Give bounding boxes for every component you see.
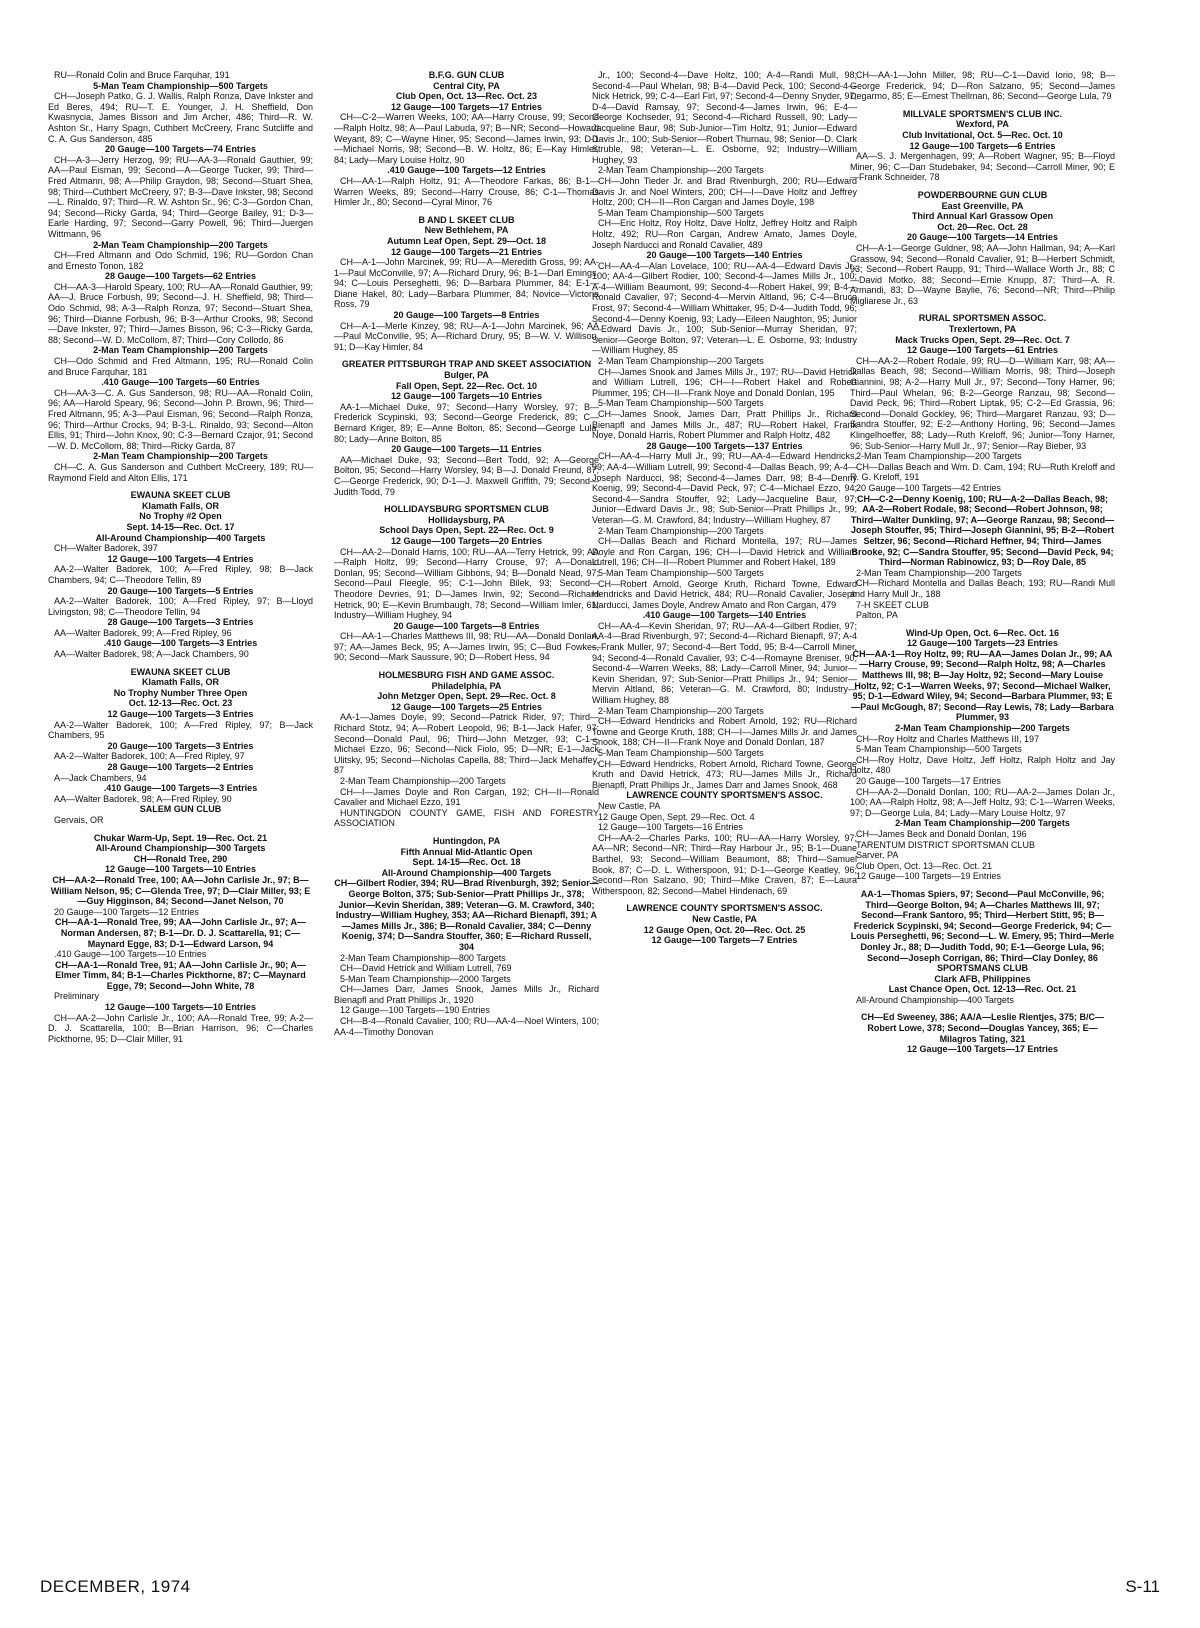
results-paragraph: 5-Man Team Championship—500 Targets (598, 207, 764, 218)
event-subheading: 12 Gauge—100 Targets—10 Entries (105, 864, 256, 875)
results-paragraph: Club Open, Oct. 13—Rec. Oct. 21 (856, 860, 993, 871)
results-paragraph: New Castle, PA (598, 800, 661, 811)
club-heading: Huntingdon, PA (432, 835, 501, 846)
event-subheading: All-Around Championship—400 Targets (381, 867, 552, 878)
results-paragraph: AA-2—Walter Badorek, 100; A—Fred Ripley, 98; B—Jack Chambers, 94; C—Theodore Tellin, 89 (48, 564, 313, 585)
results-paragraph: CH—John Tieder Jr. and Brad Rivenburgh, 200; RU—Edward Davis Jr. and Noel Winters, 200; CH—I—Dave Holtz and Jeffrey Holtz, 200; CH—II—Ron Cargan and James Doyle, 198 (592, 175, 857, 208)
event-subheading: LAWRENCE COUNTY SPORTSMEN'S ASSOC. (626, 790, 823, 801)
event-subheading: Klamath Falls, OR (141, 500, 220, 511)
event-subheading: All-Around Championship—300 Targets (95, 843, 266, 854)
event-subheading: School Days Open, Sept. 22—Rec. Oct. 9 (379, 525, 554, 536)
event-subheading: SALEM GUN CLUB (139, 804, 222, 815)
results-paragraph: A—Jack Chambers, 94 (54, 772, 147, 783)
results-paragraph: AA-1—Michael Duke, 97; Second—Harry Worsley, 97; B—Frederick Scypinski, 93; Second—George Frederick, 89; C—Bernard Kriger, 89; E—Anne Bolton, 85; Second—George Lula, 80; Lady—Anne Bolton, 85 (334, 401, 599, 444)
event-subheading: No Trophy #2 Open (139, 511, 222, 522)
event-subheading: New Castle, PA (692, 913, 757, 924)
event-subheading: 12 Gauge—100 Targets—61 Entries (907, 345, 1058, 356)
results-paragraph: CH—Edward Hendricks, Robert Arnold, Richard Towne, George Kruth and David Hetrick, 473; RU—James Mills Jr., Richard Bienapfl, Pratt Phillips Jr., James Darr and James Snook, 468 (592, 758, 857, 790)
results-paragraph: CH—James Beck and Donald Donlan, 196 (856, 828, 1027, 839)
event-subheading: Last Chance Open, Oct. 12-13—Rec. Oct. 21 (888, 984, 1077, 995)
results-paragraph: CH—AA-4—Alan Lovelace, 100; RU—AA-4—Edward Davis Jr., 100; AA-4—Gilbert Rodier, 100; Second-4—James Mills Jr., 100; A-4—William Beaumont, 99; Second-4—Robert Hakel, 99; B-4—Ronald Cavalier, 97; Second-4—Mervin Altland, 96; C-4—Bruce Frost, 97; Second-4—William Whittaker, 95; D-4—Judith Todd, 96; Second-4—Denny Koenig, 93; Lady—Eileen Naughton, 95; Junior—Edward Davis Jr., 100; Sub-Senior—Murray Sheridan, 97; Senior—George Bolton, 97; Veteran—L. E. Osborne, 93; Industry—William Hughey, 85 (592, 260, 857, 356)
text-column-3 (592, 70, 857, 1540)
results-paragraph: Gervais, OR (54, 814, 104, 825)
event-subheading: Oct. 20—Rec. Oct. 28 (937, 221, 1028, 232)
results-paragraph: CH—B-4—Ronald Cavalier, 100; RU—AA-4—Noel Winters, 100; AA-4—Timothy Donovan (334, 1016, 599, 1037)
club-heading: GREATER PITTSBURGH TRAP AND SKEET ASSOCIATION (341, 359, 592, 370)
event-subheading: 12 Gauge—100 Targets—10 Entries (105, 1002, 256, 1013)
event-subheading: New Bethlehem, PA (424, 225, 509, 236)
results-paragraph: CH—AA-1—Charles Matthews III, 98; RU—AA—Donald Donlan, 97; AA—James Beck, 95; A—James Irwin, 95; C—Bud Fowkes, 90; Second—Mark Saussure, 90; D—Robert Hess, 94 (334, 631, 599, 663)
column-content (48, 70, 313, 1044)
event-subheading: .410 Gauge—100 Targets—60 Entries (101, 377, 260, 388)
results-paragraph: 5-Man Team Championship—500 Targets (598, 567, 764, 578)
results-paragraph: CH—AA-2—John Carlisle Jr., 100; AA—Ronald Tree, 99; A-2—D. J. Scattarella, 100; B—Brian Harrison, 96; C—Charles Pickthorne, 95; D—Clair Miller, 91 (48, 1012, 313, 1044)
event-subheading: 28 Gauge—100 Targets—2 Entries (107, 762, 254, 772)
event-subheading: .410 Gauge—100 Targets—3 Entries (103, 638, 258, 649)
results-paragraph: AA-1—James Doyle, 99; Second—Patrick Rider, 97; Third—Richard Stotz, 94; A—Robert Leopold, 96; B-1—Jack Hafer, 97; Second—Donald Paul, 96; Third—John Metzger, 93; C-1—Michael Ezzo, 96; Second—Nick Fiolo, 95; D—NR; E-1—Jack Ulitsky, 95; Second—Nicholas Capella, 88; Third—Jack Mehaffey, 87 (334, 712, 599, 776)
event-subheading: Club Invitational, Oct. 5—Rec. Oct. 10 (902, 129, 1063, 140)
club-heading: Chukar Warm-Up, Sept. 19—Rec. Oct. 21 (93, 832, 268, 843)
event-subheading: 20 Gauge—100 Targets—3 Entries (107, 740, 254, 751)
event-subheading: CH—AA-2—Ronald Tree, 100; AA—John Carlisle Jr., 97; B—William Nelson, 95; C—Glenda Tree, 97; D—Clair Miller, 93; E—Guy Higginson, 84; Second—Janet Nelson, 70 (50, 874, 311, 907)
results-paragraph: CH—AA-1—John Miller, 98; RU—C-1—David Iorio, 98; B—George Frederick, 94; D—Ron Salzano, 95; Second—James Degarmo, 85; E—Ernest Thellman, 86; Second—George Lula, 79 (850, 70, 1115, 102)
event-subheading: Central City, PA (433, 80, 500, 91)
column-content (334, 70, 599, 1037)
event-subheading: Sept. 14-15—Rec. Oct. 18 (412, 857, 521, 868)
results-paragraph: AA—Walter Badorek, 98; A—Jack Chambers, 90 (54, 649, 249, 660)
event-subheading: CH—Gilbert Rodier, 394; RU—Brad Rivenburgh, 392; Senior—George Bolton, 375; Sub-Senior—Pratt Phillips Jr., 378; Junior—Kevin Sheridan, 389; Veteran—G. M. Crawford, 340; Industry—William Hughey, 353; AA—Richard Bienapfl, 391; A—James Mills Jr., 386; B—Ronald Cavalier, 384; C—Denny Koenig, 374; D—Sandra Stouffer, 360; E—Richard Russell, 304 (334, 878, 599, 952)
event-subheading: Hollidaysburg, PA (428, 514, 505, 525)
results-paragraph: Palton, PA (856, 610, 898, 621)
text-column-2 (334, 70, 599, 1540)
event-subheading: Klamath Falls, OR (141, 677, 220, 688)
results-paragraph: 20 Gauge—100 Targets—12 Entries (54, 906, 199, 917)
results-paragraph: TARENTUM DISTRICT SPORTSMAN CLUB (856, 839, 1036, 850)
results-paragraph: CH—AA-2—Donald Donlan, 100; RU—AA-2—James Dolan Jr., 100; AA—Ralph Holtz, 98; A—Jeff Holtz, 93; C-1—Warren Weeks, 97; D—George Lula, 84; Lady—Mary Louise Holtz, 97 (850, 786, 1115, 818)
results-paragraph: CH—A-1—John Marcinek, 99; RU—A—Meredith Gross, 99; AA-1—Paul McConville, 97; A—Richard Drury, 96; B-1—Darl Emings, 94; C—Louis Perseghetti, 96; D—Barbara Plummer, 84; E-1—Diane Hakel, 80; Lady—Barbara Plummer, 84; Novice—Victoria Ross, 79 (334, 257, 599, 310)
event-subheading: 2-Man Team Championship—200 Targets (895, 723, 1070, 734)
event-subheading: 20 Gauge—100 Targets—8 Entries (393, 310, 540, 321)
event-subheading: Sept. 14-15—Rec. Oct. 17 (126, 521, 235, 532)
event-subheading: Club Open, Oct. 13—Rec. Oct. 23 (395, 91, 538, 102)
club-heading: EWAUNA SKEET CLUB (130, 490, 231, 501)
results-paragraph: CH—I—James Doyle and Ron Cargan, 192; CH—II—Ronald Cavalier and Michael Ezzo, 191 (334, 786, 599, 808)
results-paragraph: 5-Man Team Championship—500 Targets (598, 748, 764, 758)
magazine-page (48, 70, 1170, 1540)
event-subheading: .410 Gauge—100 Targets—140 Entries (642, 610, 807, 621)
results-paragraph: 2-Man Team Championship—200 Targets (598, 525, 764, 536)
event-subheading: All-Around Championship—400 Targets (95, 532, 266, 543)
issue-date: DECEMBER, 1974 (40, 1577, 191, 1596)
results-paragraph: CH—C. A. Gus Sanderson and Cuthbert McCreery, 189; RU—Raymond Field and Alton Ellis, 171 (48, 461, 313, 483)
results-paragraph: CH—AA-3—Harold Speary, 100; RU—AA—Ronald Gauthier, 99; AA—J. Bruce Forbush, 99; Second—J. H. Sheffield, 98; Third—Odo Schmid, 98; A-3—Ralph Ronza, 97; Second—Stuart Shea, 96; Third—Dianne Forbush, 96; B-3—Arthur Crooks, 98; Second—Dave Inkster, 97; Third—James Bisson, 96; C-3—Ricky Garda, 88; Second—W. D. McCollom, 87; Third—Cory Collodo, 86 (48, 281, 313, 345)
results-paragraph: CH—Edward Hendricks and Robert Arnold, 192; RU—Richard Towne and George Kruth, 188; CH—I—James Mills Jr. and James Snook, 188; CH—II—Frank Noye and Donald Donlan, 187 (592, 716, 857, 748)
results-paragraph: CH—Dallas Beach and Wm. D. Cam, 194; RU—Ruth Kreloff and R. G. Kreloff, 191 (850, 461, 1115, 483)
club-heading: MILLVALE SPORTSMEN'S CLUB INC. (902, 108, 1063, 119)
club-heading: B AND L SKEET CLUB (418, 214, 515, 225)
results-paragraph: CH—AA-2—Donald Harris, 100; RU—AA—Terry Hetrick, 99; AA—Ralph Holtz, 99; Second—Harry Crouse, 97; A—Donald Donlan, 95; Second—William Gibbons, 94; B—Donald Nead, 97; Second—Paul Fleegle, 95; C-1—John Bilek, 93; Second—Theodore Devries, 91; D—James Irwin, 92; Second—Richard Hetrick, 90; E—Kevin Brumbaugh, 78; Second—William Imler, 61; Industry—William Hughey, 94 (334, 546, 599, 621)
club-heading: HOLLIDAYSBURG SPORTSMEN CLUB (384, 504, 549, 515)
results-paragraph: CH—C-2—Warren Weeks, 100; AA—Harry Crouse, 99; Second—Ralph Holtz, 98; A—Paul Labuda, 97; B—NR; Second—Howard Weyant, 89; C—Wayne Hiner, 95; Second—James Irwin, 93; D-1—Michael Norris, 98; Second—B. W. Holtz, 86; E—Kay Himler, 84; Lady—Mary Louise Holtz, 90 (334, 112, 599, 165)
event-subheading: Wexford, PA (956, 119, 1009, 130)
club-heading: AA-1—Thomas Spiers, 97; Second—Paul McConville, 96; Third—George Bolton, 94; A—Charles Matthews III, 97; Second—Frank Santoro, 95; Third—Herbert Stitt, 95; B—Frederick Scypinski, 94; Second—George Frederick, 94; C—Louis Perseghetti, 96; Second—L. W. Emery, 95; Third—Merle Donley Jr., 88; D—Judith Todd, 90; E-1—George Lula, 96; Second—Joseph Corrigan, 86; Third—Clay Donley, 86 (850, 888, 1115, 963)
results-paragraph: 2-Man Team Championship—200 Targets (340, 776, 506, 786)
event-subheading: Fall Open, Sept. 22—Rec. Oct. 10 (395, 380, 538, 391)
event-subheading: B.F.G. GUN CLUB (428, 70, 505, 80)
club-heading: Wind-Up Open, Oct. 6—Rec. Oct. 16 (906, 627, 1059, 638)
results-paragraph: CH—A-1—George Guldner, 98; AA—John Hallman, 94; A—Karl Grassow, 94; Second—Ronald Cavalier, 91; B—Herbert Schmidt, 93; Second—Robert Raupp, 91; Third—Wallace Worth Jr., 88; C—David Motko, 88; Second—Ernie Knupp, 87; Third—A. R. Armandi, 83; D—Wayne Baylie, 76; Second—NR; Third—Philip Migliarese Jr., 63 (850, 242, 1115, 306)
event-subheading: East Greenville, PA (941, 200, 1024, 211)
event-subheading: 12 Gauge—100 Targets—20 Entries (391, 535, 542, 546)
results-paragraph: 12 Gauge—100 Targets—19 Entries (856, 871, 1001, 882)
event-subheading: 2-Man Team Championship—200 Targets (93, 451, 268, 462)
results-paragraph: AA—Walter Badorek, 98; A—Fred Ripley, 90 (54, 793, 232, 804)
results-paragraph: AA-2—Walter Badorek, 100; A—Fred Ripley, 97; B—Jack Chambers, 95 (48, 719, 313, 741)
results-paragraph: CH—Roy Holtz and Charles Matthews III, 197 (856, 733, 1040, 744)
event-subheading: 12 Gauge—100 Targets—6 Entries (909, 140, 1056, 151)
results-paragraph: 2-Man Team Championship—800 Targets (340, 952, 506, 963)
club-heading: LAWRENCE COUNTY SPORTSMEN'S ASSOC. (626, 903, 823, 914)
event-subheading: 12 Gauge—100 Targets—23 Entries (907, 638, 1058, 649)
event-subheading: 12 Gauge—100 Targets—4 Entries (107, 553, 254, 564)
results-paragraph: CH—Roy Holtz, Dave Holtz, Jeff Holtz, Ralph Holtz and Jay Holtz, 480 (850, 754, 1115, 776)
event-subheading: CH—AA-1—Ronald Tree, 99; AA—John Carlisle Jr., 97; A—Norman Andersen, 87; B-1—Dr. D. J. Scattarella, 91; C—Maynard Egge, 83; D-1—Edward Larson, 94 (55, 917, 306, 949)
event-subheading: Trexlertown, PA (948, 324, 1017, 335)
results-paragraph: HUNTINGDON COUNTY GAME, FISH AND FORESTRY ASSOCIATION (334, 807, 599, 829)
event-subheading: 5-Man Team Championship—500 Targets (93, 80, 268, 91)
results-paragraph: CH—AA-2—Charles Parks, 100; RU—AA—Harry Worsley, 97; AA—NR; Second—NR; Third—Ray Harbour Jr., 95; B-1—Duane Barthel, 93; Second—William Beaumont, 88; Third—Samuel Book, 87; C—D. L. Witherspoon, 91; D-1—George Keatley, 96; Second—Ron Salzano, 90; Third—Mike Craven, 87; E—Laura Witherspoon, 82; Second—Mabel Hindenach, 69 (592, 832, 857, 896)
results-paragraph: CH—AA-2—Robert Rodale, 99; RU—D—William Karr, 98; AA—Dallas Beach, 98; Second—William Morris, 98; Third—Joseph Giannini, 98; A-2—Harry Mull Jr., 97; Second—Tony Harner, 96; Third—Paul Whelan, 96; B-2—George Ranzau, 98; Second—David Peck, 96; Third—Robert Liptak, 95; C-2—Ed Grassia, 96; Second—Donald Gockley, 96; Third—Margaret Ranzau, 93; D—Sandra Stouffer, 92; E-2—Anthony Horling, 96; Second—James Klingelhoeffer, 88; Lady—Ruth Kreloff, 96; Junior—Tony Harner, 96; Sub-Senior—Harry Mull Jr., 97; Senior—Ray Bieber, 93 (850, 355, 1115, 451)
results-paragraph: CH—James Darr, James Snook, James Mills Jr., Richard Bienapfl and Pratt Phillips Jr., 1920 (334, 984, 599, 1005)
results-paragraph: 2-Man Team Championship—200 Targets (856, 567, 1022, 578)
event-subheading: 2-Man Team Championship—200 Targets (93, 239, 268, 250)
results-paragraph: 20 Gauge—100 Targets—42 Entries (856, 482, 1001, 493)
results-paragraph: 2-Man Team Championship—200 Targets (598, 165, 764, 176)
results-paragraph: CH—AA-4—Harry Mull Jr., 99; RU—AA-4—Edward Hendricks, 99; AA-4—William Lutrell, 99; Second-4—Dallas Beach, 99; A-4—Joseph Narducci, 98; Second-4—James Darr, 98; B-4—Denny Koenig, 99; Second-4—David Peck, 97; C-4—Michael Ezzo, 94; Second-4—Sandra Stouffer, 92; Lady—Jacqueline Baur, 97; Junior—Edward Davis Jr., 98; Sub-Senior—Pratt Phillips Jr., 99; Veteran—G. M. Crawford, 84; Industry—William Hughey, 87 (592, 451, 857, 525)
results-paragraph: CH—AA-1—Ralph Holtz, 91; A—Theodore Farkas, 86; B-1—Warren Weeks, 89; Second—Harry Crouse, 86; C-1—Thomas Himler Jr., 80; Second—Cyral Minor, 76 (334, 175, 599, 208)
results-paragraph: CH—Fred Altmann and Odo Schmid, 196; RU—Gordon Chan and Ernesto Tonon, 182 (48, 250, 313, 271)
results-paragraph: CH—David Hetrick and William Lutrell, 769 (340, 963, 512, 974)
event-subheading: CH—AA-1—Roy Holtz, 99; RU—AA—James Dolan Jr., 99; AA—Harry Crouse, 99; Second—Ralph Holtz, 98; A—Charles Matthews III, 98; B—Jay Holtz, 92; Second—Mary Louise Holtz, 92; C-1—Warren Weeks, 97; Second—Michael Walker, 95; D-1—Edward Wiley, 94; Second—Barbara Plummer, 93; E—Paul McGough, 87; Second—Ray Lewis, 78; Lady—Barbara Plummer, 93 (851, 648, 1114, 723)
results-paragraph: CH—AA-3—C. A. Gus Sanderson, 98; RU—AA—Ronald Colin, 96; AA—Harold Speary, 96; Second—John P. Brown, 96; Third—Fred Altmann, 95; A-3—Paul Eisman, 96; Second—Ralph Ronza, 96; Third—Arthur Crocks, 94; B-3-L. Rinaldo, 93; Second—Alton Ellis, 91; Third—John Knox, 90; C-3—Bernard Czajor, 91; Second—W. D. McCollom, 88; Third—Ricky Garda, 87 (48, 387, 313, 451)
event-subheading: 28 Gauge—100 Targets—62 Entries (105, 271, 256, 282)
club-heading: POWDERBOURNE GUN CLUB (917, 189, 1048, 200)
results-paragraph: Preliminary (54, 991, 100, 1002)
results-paragraph: 2-Man Team Championship—200 Targets (856, 451, 1022, 462)
page-footer (40, 1577, 1160, 1601)
results-paragraph: CH—AA-4—Kevin Sheridan, 97; RU—AA-4—Gilbert Rodier, 97; AA-4—Brad Rivenburgh, 97; Second-4—Richard Bienapfl, 97; A-4—Frank Muller, 97; Second-4—Bert Todd, 95; B-4—Carroll Miner, 94; Second-4—Ronald Cavalier, 93; C-4—Romayne Breniser, 90; Second-4—Warren Weeks, 88; Lady—Carroll Miner, 94; Junior—Kevin Sheridan, 97; Sub-Senior—Pratt Phillips Jr., 94; Senior—Mervin Altland, 86; Veteran—G. M. Crawford, 80; Industry—William Hughey, 88 (592, 620, 857, 706)
event-subheading: Clark AFB, Philippines (934, 973, 1031, 984)
event-subheading: 20 Gauge—100 Targets—8 Entries (393, 620, 540, 631)
event-subheading: Bulger, PA (444, 370, 489, 381)
results-paragraph: CH—James Snook, James Darr, Pratt Phillips Jr., Richard Bienapfl and James Mills Jr., 487; RU—Robert Hakel, Frank Noye, Donald Harris, Robert Plummer and Ralph Holtz, 482 (592, 409, 857, 441)
results-paragraph: Sarver, PA (856, 850, 899, 861)
club-heading: RURAL SPORTSMEN ASSOC. (918, 313, 1047, 324)
results-paragraph: CH—Joseph Patko, G. J. Wallis, Ralph Ronza, Dave Inkster and Ed Beres, 494; RU—T. E. Younger, J. H. Sheffield, Don Kwasnycia, James Bisson and Jim Archer, 486; Third—R. W. Ashton Sr., Harry Spagn, Cuthbert McCreery, Franc Sutcliffe and C. A. Gus Sanderson, 485 (48, 91, 313, 144)
event-subheading: 12 Gauge—100 Targets—17 Entries (907, 1044, 1058, 1055)
event-subheading: No Trophy Number Three Open (113, 687, 248, 698)
results-paragraph: CH—Dallas Beach and Richard Montella, 197; RU—James Doyle and Ron Cargan, 196; CH—I—David Hetrick and William Lutrell, 196; CH—II—Robert Plummer and Robert Hakel, 189 (592, 536, 857, 568)
event-subheading: 20 Gauge—100 Targets—14 Entries (907, 232, 1058, 243)
results-paragraph: CH—James Snook and James Mills Jr., 197; RU—David Hetrick and William Lutrell, 196; CH—I—Robert Hakel and Robert Plummer, 195; CH—II—Frank Noye and Donald Donlan, 195 (592, 366, 857, 398)
results-paragraph: CH—Eric Holtz, Roy Holtz, Dave Holtz, Jeffrey Holtz and Ralph Holtz, 492; RU—Ron Cargan, Andrew Amato, James Doyle, Joseph Narducci and Ronald Cavalier, 489 (592, 218, 857, 250)
event-subheading: CH—C-2—Denny Koenig, 100; RU—A-2—Dallas Beach, 98; AA-2—Robert Rodale, 98; Second—Robert Johnson, 98; Third—Walter Dunkling, 97; A—George Ranzau, 98; Second—Joseph Stouffer, 95; Third—Joseph Giannini, 95; B-2—Robert Seltzer, 96; Second—Richard Heffner, 94; Third—James Brooke, 92; C—Sandra Stouffer, 95; Second—David Peck, 94; Third—Norman Rabinowicz, 93; D—Roy Dale, 85 (850, 493, 1115, 568)
results-paragraph: 7-H SKEET CLUB (856, 599, 929, 610)
event-subheading: Oct. 12-13—Rec. Oct. 23 (128, 698, 233, 709)
results-paragraph: 20 Gauge—100 Targets—17 Entries (856, 776, 1001, 786)
column-content (850, 70, 1115, 1055)
event-subheading: 28 Gauge—100 Targets—137 Entries (646, 440, 803, 451)
results-paragraph: CH—Odo Schmid and Fred Altmann, 195; RU—Ronald Colin and Bruce Farquhar, 181 (48, 356, 313, 377)
event-subheading: .410 Gauge—100 Targets—12 Entries (387, 165, 546, 176)
event-subheading: 2-Man Team Championship—200 Targets (895, 818, 1070, 829)
event-subheading: .410 Gauge—100 Targets—3 Entries (103, 783, 258, 794)
event-subheading: John Metzger Open, Sept. 29—Rec. Oct. 8 (377, 691, 556, 702)
results-paragraph: Jr., 100; Second-4—Dave Holtz, 100; A-4—Randi Mull, 98; Second-4—Paul Whelan, 98; B-4—David Peck, 100; Second-4—Nick Hetrick, 99; C-4—Earl Firl, 97; Second-4—Denny Snyder, 97; D-4—David Ramsay, 97; Second-4—James Irwin, 96; E-4—George Kochseder, 91; Second-4—Richard Russell, 90; Lady—Jacqueline Baur, 98; Sub-Junior—Tim Holtz, 91; Junior—Edward Davis Jr., 100; Sub-Senior—Robert Thurnau, 98; Senior—D. Clark Struble, 98; Veteran—L. E. Osborne, 92; Industry—William Hughey, 93 (592, 70, 857, 165)
event-subheading: 20 Gauge—100 Targets—74 Entries (105, 144, 256, 155)
results-paragraph: AA-2—Walter Badorek, 100; A—Fred Ripley, 97 (54, 751, 245, 762)
event-subheading: CH—AA-1—Ronald Tree, 91; AA—John Carlisle Jr., 90; A—Elmer Timm, 84; B-1—Charles Pickthorne, 87; C—Maynard Egge, 79; Second—John White, 78 (55, 959, 306, 991)
event-subheading: SPORTSMANS CLUB (936, 963, 1028, 974)
column-content (592, 70, 857, 946)
results-paragraph: 12 Gauge—100 Targets—190 Entries (340, 1005, 490, 1016)
results-paragraph: 5-Man Team Championship—500 Targets (856, 744, 1022, 755)
event-subheading: 12 Gauge—100 Targets—17 Entries (391, 101, 542, 112)
text-column-4 (850, 70, 1115, 1540)
page-number: S-11 (1125, 1577, 1160, 1596)
results-paragraph: 5-Man Team Championship—500 Targets (598, 398, 764, 409)
results-paragraph: All-Around Championship—400 Targets (856, 994, 1014, 1005)
event-subheading: 12 Gauge—100 Targets—21 Entries (391, 246, 542, 257)
event-subheading: Autumn Leaf Open, Sept. 29—Oct. 18 (386, 235, 547, 246)
event-subheading: 12 Gauge—100 Targets—10 Entries (391, 391, 542, 402)
club-heading: EWAUNA SKEET CLUB (130, 666, 231, 677)
results-paragraph: CH—A-3—Jerry Herzog, 99; RU—AA-3—Ronald Gauthier, 99; AA—Paul Eisman, 99; Second—A—George Tucker, 99; Third—Fred Altmann, 98; A—Philip Graydon, 98; Second—Stuart Shea, 98; Third—Cuthbert McCreery, 97; B-3—Dave Inkster, 98; Second—L. Rinaldo, 97; Third—R. W. Ashton Sr., 96; C-3—Gordon Chan, 94; Second—Ricky Garda, 94; Third—George Bailey, 91; D-3—Earle Harding, 97; Second—Garry Powell, 96; Third—Juergen Wittmann, 96 (48, 154, 313, 239)
event-subheading: Third Annual Karl Grassow Open (911, 211, 1054, 222)
event-subheading: 12 Gauge—100 Targets—25 Entries (391, 701, 542, 712)
event-subheading: 2-Man Team Championship—200 Targets (93, 345, 268, 356)
results-paragraph: 2-Man Team Championship—200 Targets (598, 705, 764, 716)
event-subheading: CH—Ronald Tree, 290 (133, 853, 228, 864)
event-subheading: 20 Gauge—100 Targets—5 Entries (107, 585, 254, 596)
results-paragraph: .410 Gauge—100 Targets—10 Entries (54, 949, 207, 960)
results-paragraph: AA-2—Walter Badorek, 100; A—Fred Ripley, 97; B—Lloyd Livingston, 98; C—Theodore Tellin, 94 (48, 596, 313, 617)
results-paragraph: AA—Walter Badorek, 99; A—Fred Ripley, 96 (54, 627, 232, 638)
results-paragraph: CH—Richard Montella and Dallas Beach, 193; RU—Randi Mull and Harry Mull Jr., 188 (850, 578, 1115, 599)
results-paragraph: 5-Man Team Championship—2000 Targets (340, 973, 511, 984)
results-paragraph: CH—A-1—Merle Kinzey, 98; RU—A-1—John Marcinek, 96; AA—Paul McConville, 95; A—Richard Drury, 95; B—W. V. Willison, 91; D—Kay Himler, 84 (334, 320, 599, 352)
results-paragraph: 12 Gauge Open, Sept. 29—Rec. Oct. 4 (598, 811, 755, 822)
results-paragraph: AA—S. J. Mergenhagen, 99; A—Robert Wagner, 95; B—Floyd Miner, 96; C—Dan Studebaker, 94; Second—Carroll Miner, 90; E—Frank Schneider, 78 (850, 151, 1115, 183)
club-heading: HOLMESBURG FISH AND GAME ASSOC. (378, 670, 555, 681)
club-heading: CH—Ed Sweeney, 386; AA/A—Leslie Rientjes, 375; B/C—Robert Lowe, 378; Second—Douglas Yancey, 365; E—Milagros Tating, 321 (860, 1012, 1105, 1044)
text-column-1 (48, 70, 313, 1540)
event-subheading: 28 Gauge—100 Targets—3 Entries (107, 617, 254, 628)
event-subheading: Fifth Annual Mid-Atlantic Open (400, 846, 533, 857)
event-subheading: 12 Gauge Open, Oct. 20—Rec. Oct. 25 (643, 924, 806, 935)
event-subheading: 20 Gauge—100 Targets—140 Entries (646, 250, 803, 261)
event-subheading: Philadelphia, PA (431, 680, 502, 691)
results-paragraph: AA—Michael Duke, 93; Second—Bert Todd, 92; A—George Bolton, 95; Second—Harry Worsley, 94; B—J. Donald Freund, 87; C—George Frederick, 90; D-1—J. Maxwell Griffith, 79; Second—Judith Todd, 79 (334, 454, 599, 497)
results-paragraph: 2-Man Team Championship—200 Targets (598, 356, 764, 367)
results-paragraph: 12 Gauge—100 Targets—16 Entries (598, 822, 743, 833)
event-subheading: 20 Gauge—100 Targets—11 Entries (391, 444, 542, 455)
results-paragraph: CH—Walter Badorek, 397 (54, 543, 158, 554)
event-subheading: 12 Gauge—100 Targets—7 Entries (651, 935, 798, 946)
results-paragraph: CH—Robert Arnold, George Kruth, Richard Towne, Edward Hendricks and David Hetrick, 484; RU—Ronald Cavalier, Joseph Narducci, James Doyle, Andrew Amato and Ron Cargan, 479 (592, 578, 857, 610)
event-subheading: Mack Trucks Open, Sept. 29—Rec. Oct. 7 (895, 334, 1070, 345)
event-subheading: 12 Gauge—100 Targets—3 Entries (107, 709, 254, 720)
results-paragraph: RU—Ronald Colin and Bruce Farquhar, 191 (54, 70, 230, 80)
